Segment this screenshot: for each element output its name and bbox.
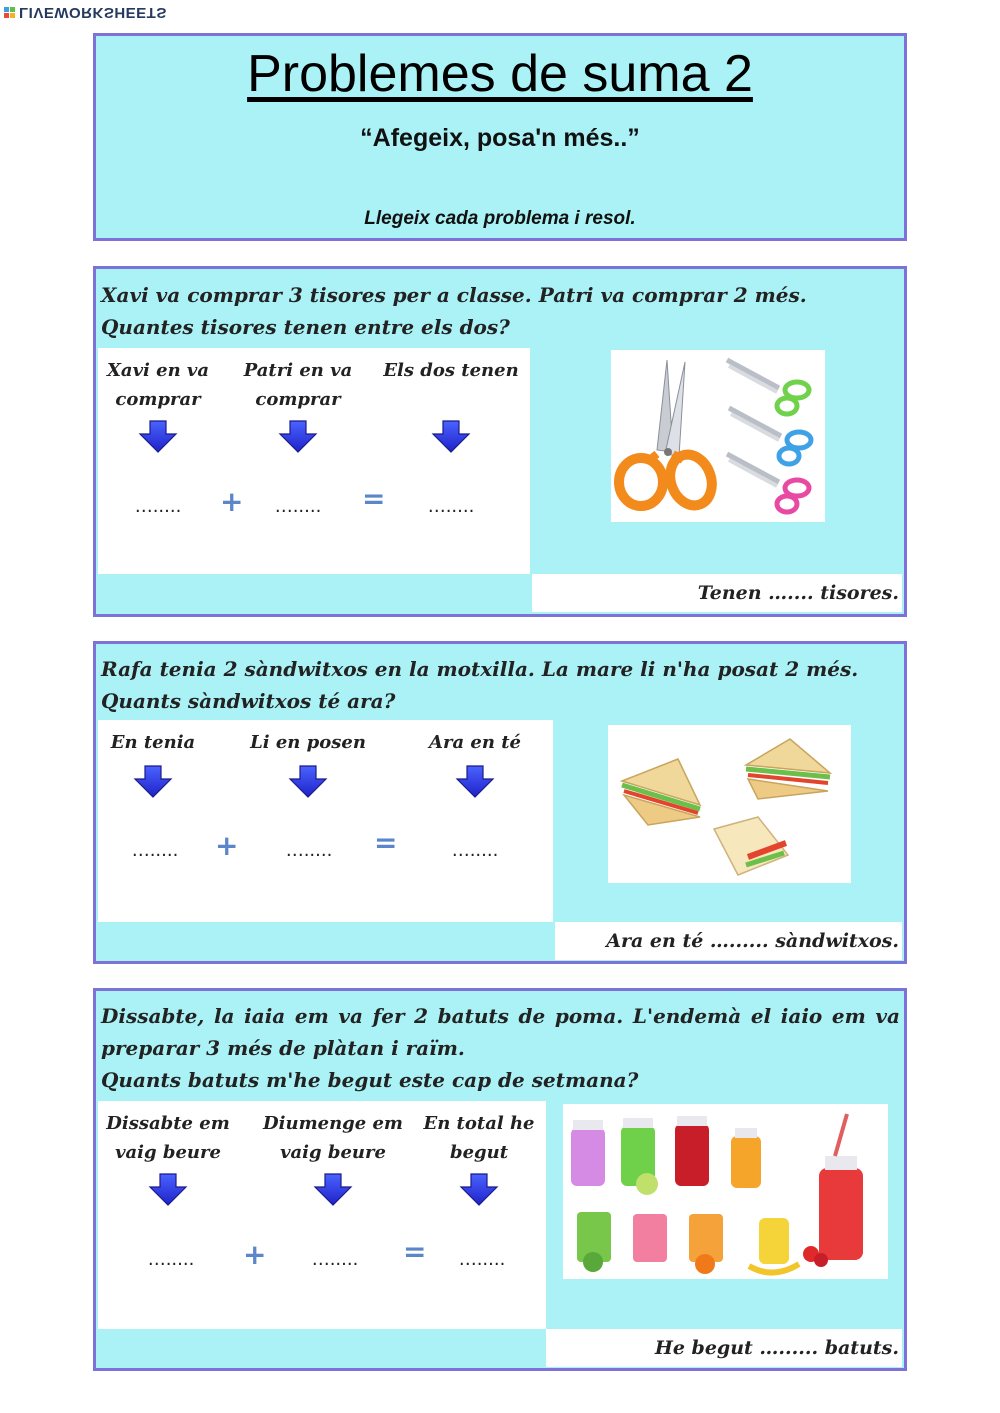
logo-text: LIVEWORKSHEETS — [19, 4, 167, 22]
problem-2-question: Rafa tenia 2 sàndwitxos en la motxilla. La mare li n'ha posat 2 més. Quants sàndwitxos té ara? — [101, 657, 859, 713]
plus-sign: + — [215, 829, 239, 862]
label-xavi: Xavi en va comprar — [106, 360, 210, 410]
problem-3-question: Dissabte, la iaia em va fer 2 batuts de poma. L'endemà el iaio em va preparar 3 més de plàtan i raïm. Quants batuts m'he begut este cap de setmana? — [101, 1004, 900, 1092]
page-subtitle: “Afegeix, posa'n més..” — [360, 124, 640, 152]
down-arrow-icon — [288, 765, 328, 799]
blank-2[interactable]: …..... — [311, 1249, 359, 1270]
smoothie-glass-icon — [577, 1212, 611, 1272]
down-arrow-icon — [133, 765, 173, 799]
header-box — [93, 33, 907, 241]
big-scissors-icon — [619, 360, 719, 511]
problem-2-answer[interactable]: Ara en té …...... sàndwitxos. — [606, 930, 899, 952]
blank-1[interactable]: …..... — [131, 840, 179, 861]
problem-1-work-area — [98, 348, 530, 574]
label-saturday: Dissabte em vaig beure — [106, 1113, 230, 1163]
smoothie-bottle-icon — [731, 1128, 761, 1188]
scissors-image — [611, 350, 825, 522]
sandwich-icon — [622, 759, 700, 825]
down-arrow-icon — [431, 420, 471, 454]
logo-mark-icon — [4, 8, 15, 19]
blank-3[interactable]: …..... — [451, 840, 499, 861]
label-had: En tenia — [110, 732, 196, 753]
liveworksheets-logo — [4, 2, 167, 24]
label-sunday: Diumenge em vaig beure — [263, 1113, 403, 1163]
problem-3-answer-area — [546, 1329, 902, 1367]
smoothie-bottle-icon — [819, 1114, 863, 1260]
blank-1[interactable]: …..... — [134, 496, 182, 517]
smoothies-image — [563, 1104, 888, 1279]
blank-2[interactable]: …..... — [274, 496, 322, 517]
label-patri: Patri en va comprar — [243, 360, 353, 410]
sandwich-icon — [746, 739, 830, 799]
down-arrow-icon — [313, 1173, 353, 1207]
problem-1-question: Xavi va comprar 3 tisores per a classe. Patri va comprar 2 més. Quantes tisores tenen entre els dos? — [101, 283, 807, 339]
sandwiches-image — [608, 725, 851, 883]
label-total: Els dos tenen — [383, 360, 519, 381]
instruction: Llegeix cada problema i resol. — [364, 208, 636, 229]
equals-sign: = — [362, 482, 386, 515]
label-now: Ara en té — [429, 732, 521, 753]
down-arrow-icon — [138, 420, 178, 454]
down-arrow-icon — [455, 765, 495, 799]
smoothie-bottle-icon — [571, 1120, 605, 1186]
problem-1 — [93, 266, 907, 617]
problem-3-work-area — [98, 1101, 546, 1329]
problem-3-stripe — [98, 1329, 546, 1367]
smoothie-bottle-icon — [675, 1116, 709, 1186]
down-arrow-icon — [278, 420, 318, 454]
smoothie-bottle-icon — [621, 1118, 658, 1195]
problem-1-stripe — [98, 574, 530, 612]
blank-1[interactable]: …..... — [147, 1249, 195, 1270]
plus-sign: + — [243, 1238, 267, 1271]
problem-2-answer-area — [555, 922, 902, 960]
plus-sign: + — [220, 485, 244, 518]
down-arrow-icon — [459, 1173, 499, 1207]
problem-3-answer[interactable]: He begut …...... batuts. — [654, 1337, 899, 1359]
smoothie-bottle-icon — [749, 1218, 799, 1273]
problem-3 — [93, 988, 907, 1371]
problem-1-answer[interactable]: Tenen ….... tisores. — [697, 582, 899, 604]
label-total: En total he begut — [423, 1113, 535, 1163]
equals-sign: = — [403, 1235, 427, 1268]
label-added: Li en posen — [250, 732, 366, 753]
problem-2-stripe — [98, 922, 553, 960]
wrap-icon — [714, 817, 788, 875]
blank-2[interactable]: …..... — [285, 840, 333, 861]
green-scissors-icon — [727, 360, 809, 414]
page-title: Problemes de suma 2 — [247, 45, 753, 103]
equals-sign: = — [374, 826, 398, 859]
problem-1-answer-area — [532, 574, 902, 612]
smoothie-glass-icon — [689, 1214, 723, 1274]
down-arrow-icon — [148, 1173, 188, 1207]
blank-3[interactable]: …..... — [427, 496, 475, 517]
smoothie-glass-icon — [633, 1214, 667, 1262]
blank-3[interactable]: …..... — [458, 1249, 506, 1270]
problem-2-work-area — [98, 720, 553, 922]
problem-2 — [93, 641, 907, 964]
blue-scissors-icon — [729, 408, 811, 464]
